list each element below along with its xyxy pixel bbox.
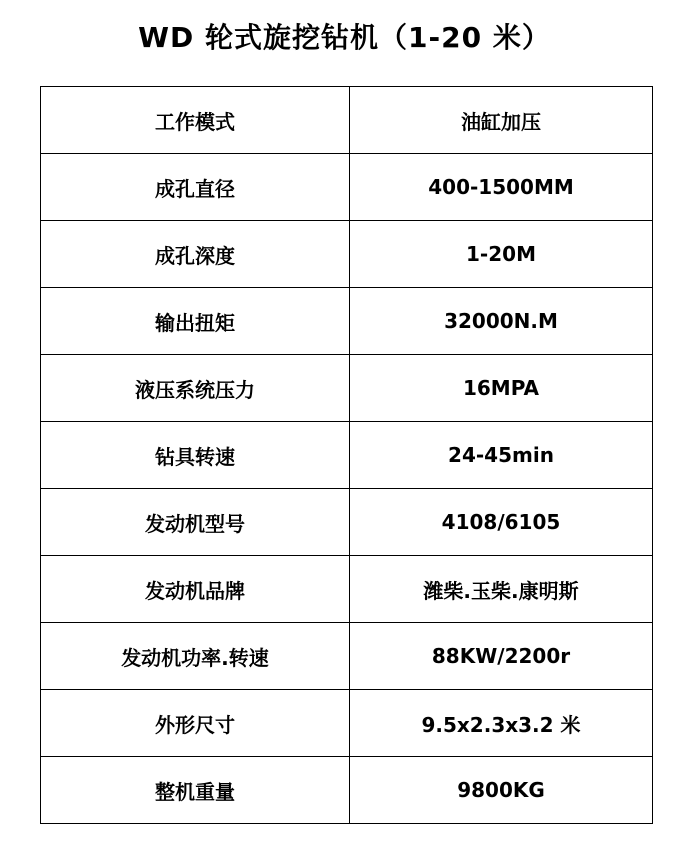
- row-value: 油缸加压: [350, 87, 653, 154]
- row-value: 24-45min: [350, 422, 653, 489]
- row-value: 88KW/2200r: [350, 623, 653, 690]
- row-value: 9.5x2.3x3.2 米: [350, 690, 653, 757]
- row-value: 潍柴.玉柴.康明斯: [350, 556, 653, 623]
- table-row: [41, 556, 653, 623]
- table-row: [41, 288, 653, 355]
- row-value: 400-1500MM: [350, 154, 653, 221]
- table-row: [41, 690, 653, 757]
- row-label: 发动机功率.转速: [41, 623, 350, 690]
- row-label: 成孔深度: [41, 221, 350, 288]
- table-row: [41, 623, 653, 690]
- table-row: [41, 757, 653, 824]
- row-label: 钻具转速: [41, 422, 350, 489]
- row-label: 输出扭矩: [41, 288, 350, 355]
- page-title: WD 轮式旋挖钻机（1-20 米）: [138, 21, 551, 54]
- row-value: 4108/6105: [350, 489, 653, 556]
- table-row: [41, 355, 653, 422]
- row-label: 成孔直径: [41, 154, 350, 221]
- table-row: [41, 489, 653, 556]
- row-value: 16MPA: [350, 355, 653, 422]
- row-label: 工作模式: [41, 87, 350, 154]
- row-label: 发动机型号: [41, 489, 350, 556]
- row-label: 发动机品牌: [41, 556, 350, 623]
- table-row: [41, 422, 653, 489]
- row-value: 32000N.M: [350, 288, 653, 355]
- row-label: 外形尺寸: [41, 690, 350, 757]
- table-row: [41, 154, 653, 221]
- row-label: 整机重量: [41, 757, 350, 824]
- table-row: [41, 221, 653, 288]
- row-value: 9800KG: [350, 757, 653, 824]
- spec-table: [40, 86, 653, 824]
- row-value: 1-20M: [350, 221, 653, 288]
- table-row: [41, 87, 653, 154]
- row-label: 液压系统压力: [41, 355, 350, 422]
